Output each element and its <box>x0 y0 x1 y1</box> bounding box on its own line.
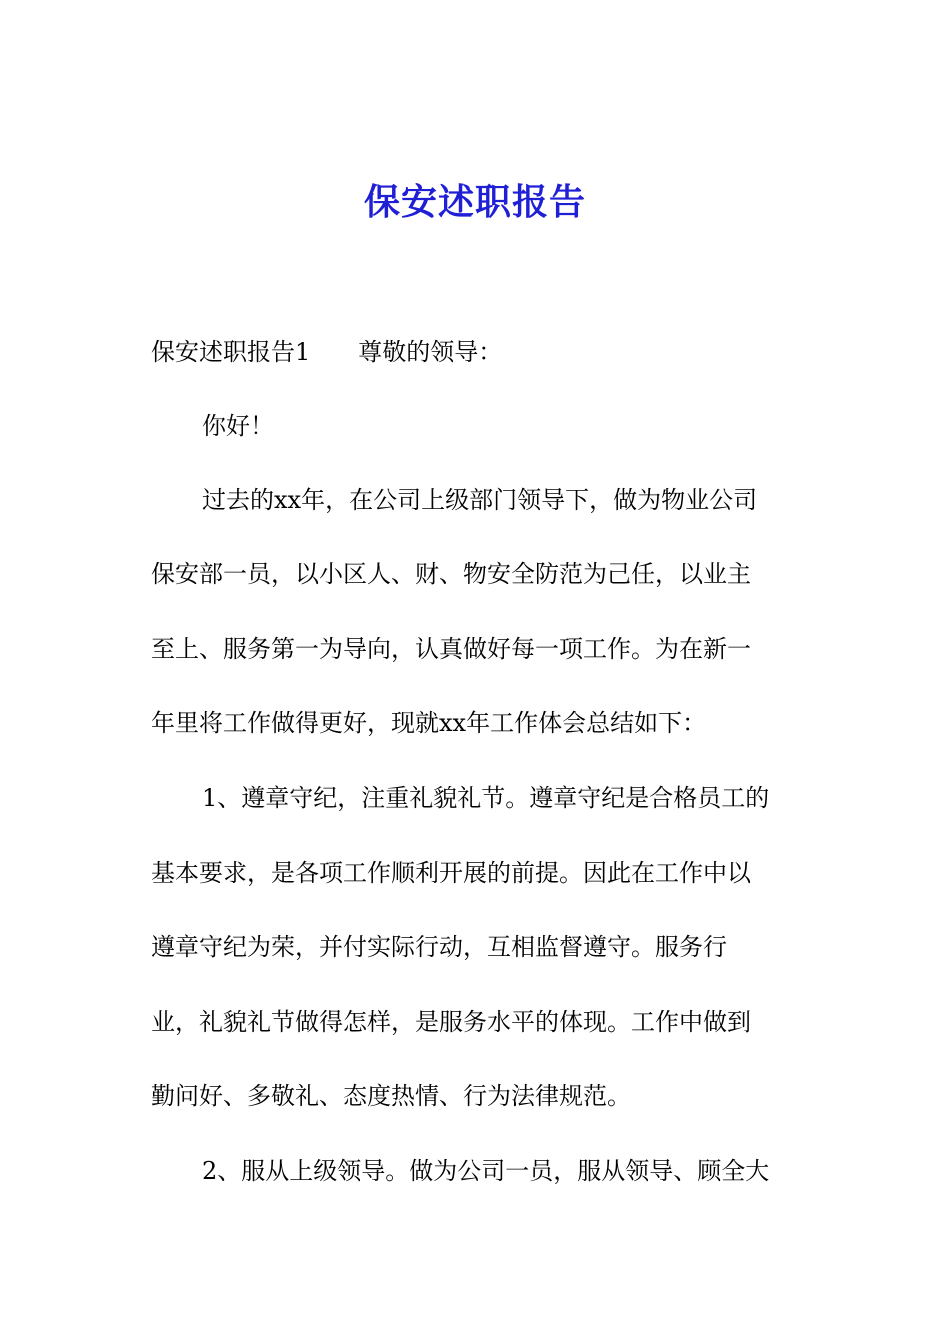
paragraph-line: 1、遵章守纪，注重礼貌礼节。遵章守纪是合格员工的 <box>202 784 770 812</box>
heading-line <box>151 335 502 369</box>
paragraph-line: 保安部一员，以小区人、财、物安全防范为己任，以业主 <box>151 560 751 588</box>
paragraph-line: 勤问好、多敬礼、态度热情、行为法律规范。 <box>151 1082 631 1110</box>
paragraph-line: 业，礼貌礼节做得怎样，是服务水平的体现。工作中做到 <box>151 1008 751 1036</box>
paragraph-line: 年里将工作做得更好，现就xx年工作体会总结如下： <box>151 709 707 737</box>
report-number: 保安述职报告1 <box>151 338 311 366</box>
greeting-line: 你好！ <box>202 412 274 440</box>
paragraph-line: 过去的xx年，在公司上级部门领导下，做为物业公司 <box>202 486 758 514</box>
paragraph-line: 遵章守纪为荣，并付实际行动，互相监督遵守。服务行 <box>151 933 727 961</box>
document-title: 保安述职报告 <box>363 181 586 223</box>
paragraph-line: 至上、服务第一为导向，认真做好每一项工作。为在新一 <box>151 635 751 663</box>
paragraph-line: 2、服从上级领导。做为公司一员，服从领导、顾全大 <box>202 1157 770 1185</box>
salutation: 尊敬的领导： <box>358 338 503 366</box>
paragraph-line: 基本要求，是各项工作顺利开展的前提。因此在工作中以 <box>151 859 751 887</box>
